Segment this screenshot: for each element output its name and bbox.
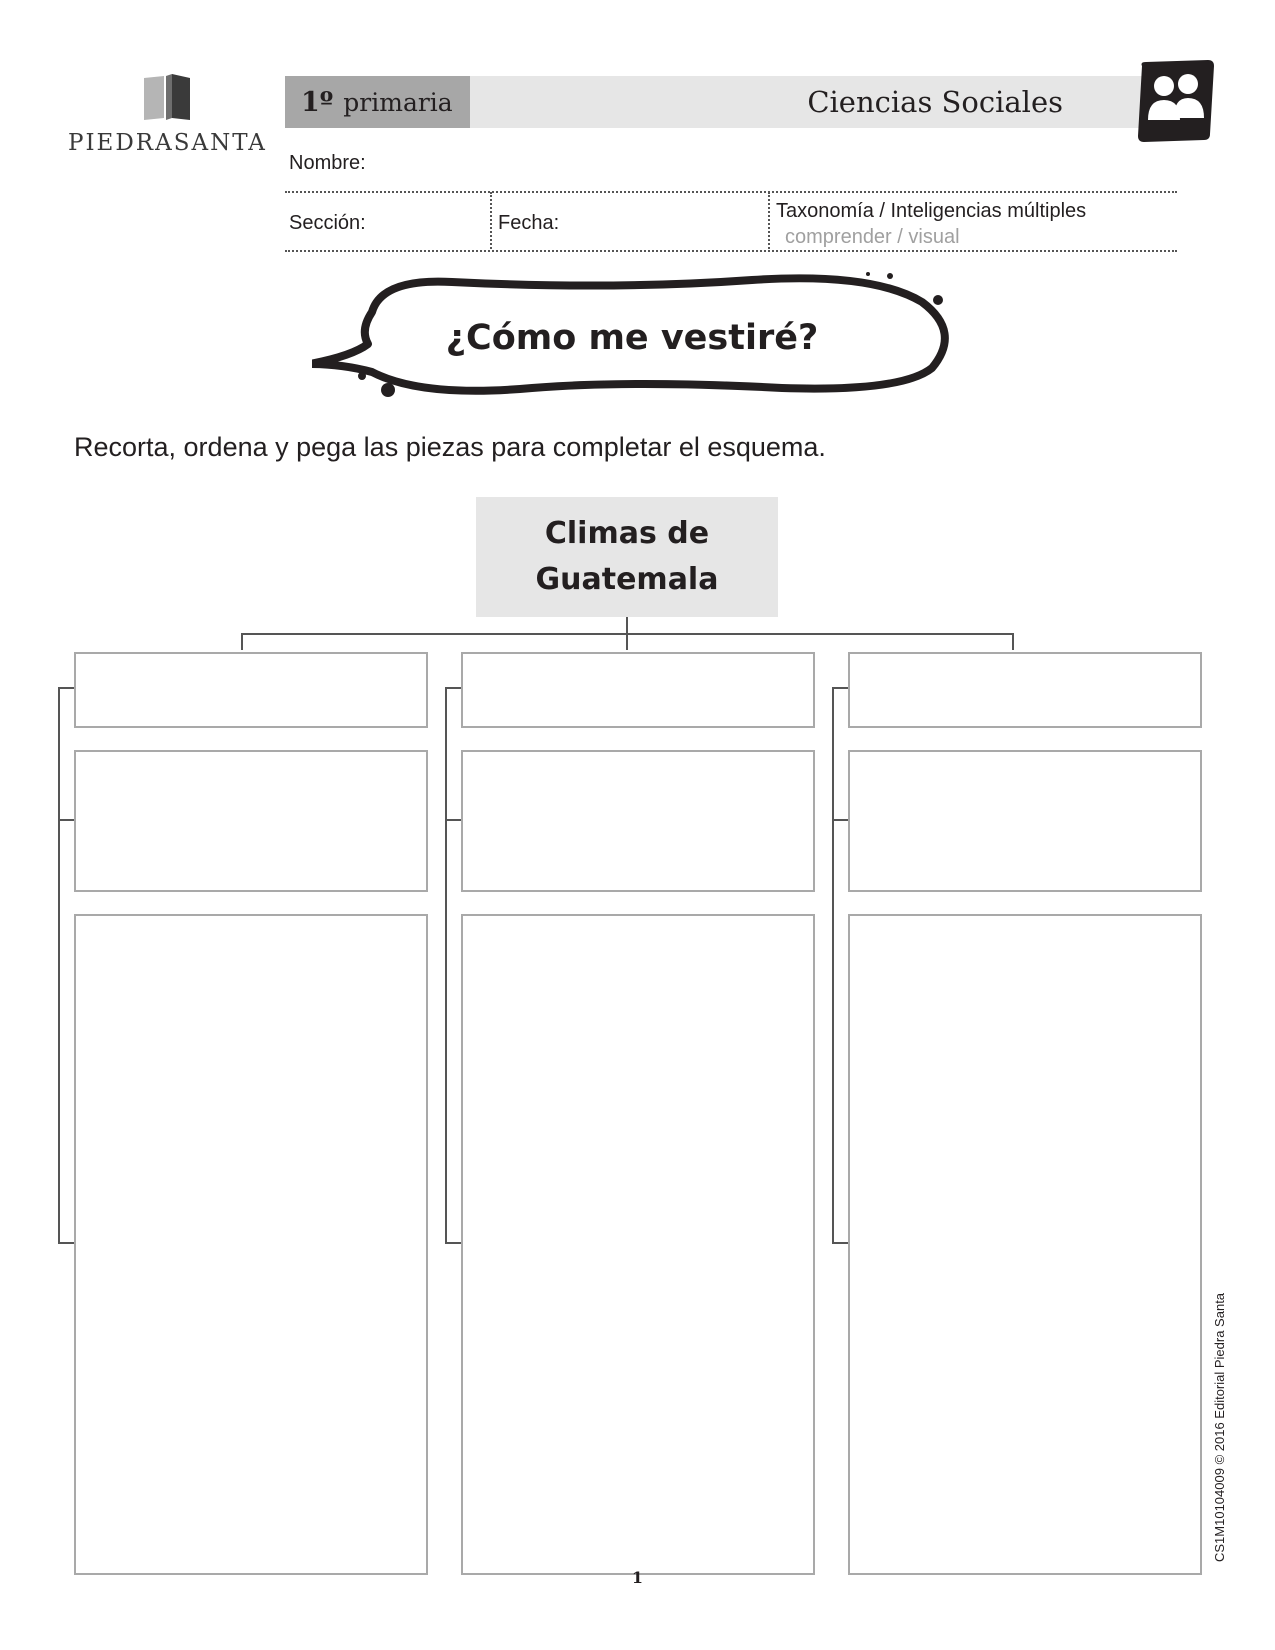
people-group-icon — [1136, 60, 1214, 144]
column-2-slot-3 — [461, 914, 815, 1575]
date-divider — [768, 192, 770, 249]
publisher-logo — [68, 74, 266, 164]
section-label: Sección: — [289, 212, 366, 234]
name-line — [285, 191, 1177, 193]
section-line — [285, 250, 1177, 252]
root-line-2: Guatemala — [535, 562, 719, 597]
page-number: 1 — [631, 1568, 644, 1587]
instruction-text: Recorta, ordena y pega las piezas para completar el esquema. — [74, 432, 826, 462]
grade-label: primaria — [343, 87, 453, 117]
book-icon — [142, 74, 192, 122]
header-band — [285, 76, 1145, 128]
diagram-root-box — [476, 497, 778, 617]
name-label: Nombre: — [289, 152, 366, 174]
column-2-slot-1 — [461, 652, 815, 728]
root-line-1: Climas de — [544, 516, 710, 551]
copyright-notice: CS1M10104009 © 2016 Editorial Piedra Santa — [1212, 1292, 1227, 1562]
column-3-slot-1 — [848, 652, 1202, 728]
activity-title: ¿Cómo me vestiré? — [445, 318, 819, 358]
column-2-slot-2 — [461, 750, 815, 892]
column-3-slot-3 — [848, 914, 1202, 1575]
logo-wordmark: PIEDRASANTA — [68, 130, 267, 156]
column-1-slot-1 — [74, 652, 428, 728]
grade-box — [285, 76, 470, 128]
column-1-slot-2 — [74, 750, 428, 892]
grade-number: 1º — [301, 86, 334, 118]
column-1-slot-3 — [74, 914, 428, 1575]
date-label: Fecha: — [498, 212, 560, 234]
column-3-slot-2 — [848, 750, 1202, 892]
subject-title: Ciencias Sociales — [807, 85, 1063, 119]
section-divider — [490, 192, 492, 249]
taxonomy-label: Taxonomía / Inteligencias múltiples — [776, 200, 1087, 222]
taxonomy-value: comprender / visual — [785, 226, 960, 248]
